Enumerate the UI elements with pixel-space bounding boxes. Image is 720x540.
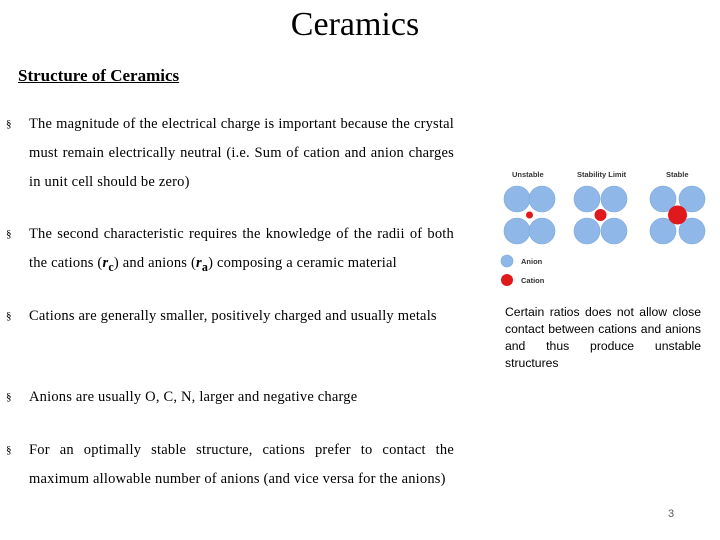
bullet-item <box>6 436 454 494</box>
bullet-text: The second characteristic requires the knowledge of the radii of both the cations $(r_c)$ and anions $(r_a)$ composing a ceramic material <box>29 226 454 274</box>
page-number: 3 <box>668 508 675 520</box>
unstable-arrangement <box>504 186 555 244</box>
ion-packing-diagram <box>496 162 708 292</box>
bullet-text: Anions are usually O, C, N, larger and negative charge <box>29 389 358 405</box>
anion-circle <box>504 218 530 244</box>
stable-arrangement <box>650 186 705 244</box>
legend-cation-label: Cation <box>521 276 545 285</box>
figure-caption: Certain ratios does not allow close contact between cations and anions and thus produce unstable structures <box>505 305 701 370</box>
bullet-marker: § <box>6 228 12 240</box>
anion-circle <box>504 186 530 212</box>
bullet-item <box>6 302 454 331</box>
bullet-item <box>6 110 454 197</box>
anion-circle <box>529 218 555 244</box>
anion-circle <box>601 218 627 244</box>
cation-circle <box>668 206 687 225</box>
bullet-marker: § <box>6 444 12 456</box>
bullet-item <box>6 220 454 282</box>
label-stable: Stable <box>666 170 689 179</box>
bullet-marker: § <box>6 391 12 403</box>
bullet-item <box>6 383 454 412</box>
cation-legend-swatch <box>501 274 513 286</box>
bullet-text: The magnitude of the electrical charge is important because the crystal must remain electrically neutral (i.e. Sum of cation and anion charges in unit cell should be zero) <box>29 116 454 190</box>
anion-legend-swatch <box>501 255 513 267</box>
label-stability-limit: Stability Limit <box>577 170 627 179</box>
anion-circle <box>529 186 555 212</box>
bullet-text: Cations are generally smaller, positively charged and usually metals <box>29 308 437 324</box>
anion-circle <box>574 186 600 212</box>
bullet-marker: § <box>6 310 12 322</box>
anion-circle <box>601 186 627 212</box>
slide-title: Ceramics <box>290 6 420 43</box>
cation-circle <box>595 209 607 221</box>
bullet-text: For an optimally stable structure, cations prefer to contact the maximum allowable number of anions (and vice versa for the anions) <box>29 442 454 487</box>
stability-limit-arrangement <box>574 186 627 244</box>
bullet-marker: § <box>6 118 12 130</box>
label-unstable: Unstable <box>512 170 544 179</box>
diagram-legend <box>501 255 545 286</box>
legend-anion-label: Anion <box>521 257 543 266</box>
anion-circle <box>574 218 600 244</box>
slide-subtitle: Structure of Ceramics <box>18 66 180 85</box>
cation-circle <box>526 212 533 219</box>
